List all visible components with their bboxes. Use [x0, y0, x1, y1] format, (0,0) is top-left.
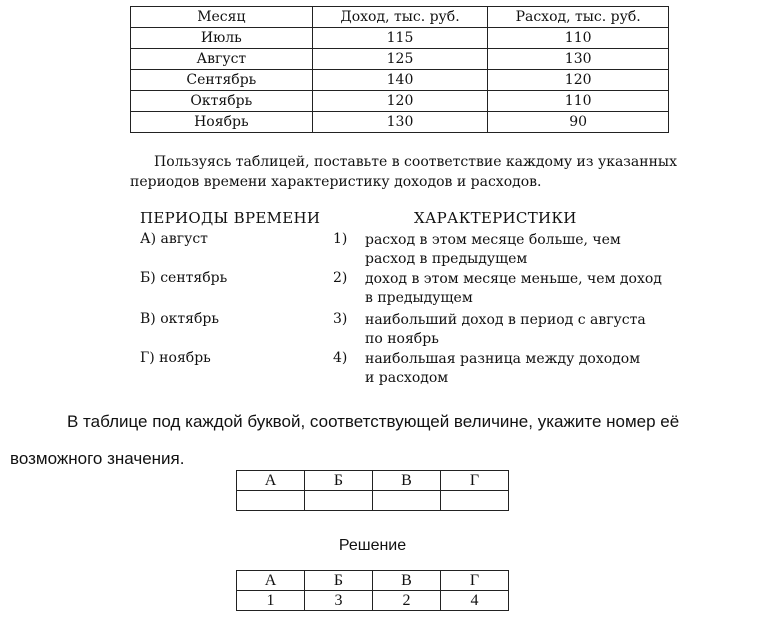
- header-expense: Расход, тыс. руб.: [488, 7, 669, 28]
- cell-month: Ноябрь: [131, 112, 313, 133]
- cell-expense: 90: [488, 112, 669, 133]
- answer-letter: А: [237, 471, 305, 491]
- table-header-row: [131, 7, 669, 28]
- answer-letter: В: [373, 471, 441, 491]
- solution-value: 2: [373, 591, 441, 611]
- answer-cell[interactable]: [441, 491, 509, 511]
- cell-month: Сентябрь: [131, 70, 313, 91]
- solution-letter: Г: [441, 571, 509, 591]
- answer-cell[interactable]: [305, 491, 373, 511]
- cell-income: 120: [312, 91, 488, 112]
- characteristic-line: в предыдущем: [365, 290, 473, 306]
- periods-heading: ПЕРИОДЫ ВРЕМЕНИ: [140, 209, 321, 227]
- cell-month: Август: [131, 49, 313, 70]
- period-item-v: В) октябрь: [140, 311, 219, 327]
- characteristic-line: доход в этом месяце меньше, чем доход: [365, 271, 662, 287]
- cell-month: Октябрь: [131, 91, 313, 112]
- characteristic-line: по ноябрь: [365, 331, 439, 347]
- period-item-a: А) август: [140, 231, 208, 247]
- answer-cell[interactable]: [373, 491, 441, 511]
- characteristic-number: 1): [333, 231, 348, 247]
- characteristic-item: [365, 231, 685, 269]
- task-line-2: возможного значения.: [10, 449, 185, 468]
- solution-value: 4: [441, 591, 509, 611]
- income-expense-table: [130, 6, 669, 133]
- characteristic-line: расход в этом месяце больше, чем: [365, 232, 621, 248]
- cell-income: 125: [312, 49, 488, 70]
- answer-cell[interactable]: [237, 491, 305, 511]
- period-item-b: Б) сентябрь: [140, 270, 228, 286]
- solution-letters-row: [237, 571, 509, 591]
- period-item-g: Г) ноябрь: [140, 350, 211, 366]
- cell-expense: 130: [488, 49, 669, 70]
- solution-value: 1: [237, 591, 305, 611]
- table-row: [131, 28, 669, 49]
- solution-values-row: [237, 591, 509, 611]
- cell-expense: 110: [488, 28, 669, 49]
- task-line-1: В таблице под каждой буквой, соответствующей величине, укажите номер её: [67, 412, 680, 431]
- table-row: [131, 49, 669, 70]
- characteristic-item: [365, 311, 685, 349]
- cell-month: Июль: [131, 28, 313, 49]
- intro-line-2: периодов времени характеристику доходов и расходов.: [130, 174, 542, 190]
- solution-title: Решение: [338, 537, 407, 554]
- characteristic-line: наибольшая разница между доходом: [365, 351, 641, 367]
- table-row: [131, 91, 669, 112]
- table-row: [131, 112, 669, 133]
- cell-expense: 120: [488, 70, 669, 91]
- solution-letter: А: [237, 571, 305, 591]
- characteristic-item: [365, 350, 685, 388]
- answer-table: [236, 470, 509, 511]
- answer-letters-row: [237, 471, 509, 491]
- characteristic-number: 3): [333, 311, 348, 327]
- solution-letter: Б: [305, 571, 373, 591]
- cell-income: 130: [312, 112, 488, 133]
- characteristic-line: и расходом: [365, 370, 449, 386]
- characteristic-item: [365, 270, 685, 308]
- answer-values-row: [237, 491, 509, 511]
- characteristic-line: наибольший доход в период с августа: [365, 312, 646, 328]
- task-instruction: [10, 403, 738, 477]
- cell-income: 115: [312, 28, 488, 49]
- header-income: Доход, тыс. руб.: [312, 7, 488, 28]
- header-month: Месяц: [131, 7, 313, 28]
- solution-letter: В: [373, 571, 441, 591]
- solution-value: 3: [305, 591, 373, 611]
- table-row: [131, 70, 669, 91]
- characteristic-line: расход в предыдущем: [365, 251, 528, 267]
- characteristic-number: 4): [333, 350, 348, 366]
- intro-paragraph: [130, 152, 690, 192]
- characteristic-number: 2): [333, 270, 348, 286]
- cell-income: 140: [312, 70, 488, 91]
- cell-expense: 110: [488, 91, 669, 112]
- answer-letter: Б: [305, 471, 373, 491]
- answer-letter: Г: [441, 471, 509, 491]
- characteristics-heading: ХАРАКТЕРИСТИКИ: [414, 209, 577, 227]
- solution-table: [236, 570, 509, 611]
- intro-line-1: Пользуясь таблицей, поставьте в соответствие каждому из указанных: [154, 154, 677, 170]
